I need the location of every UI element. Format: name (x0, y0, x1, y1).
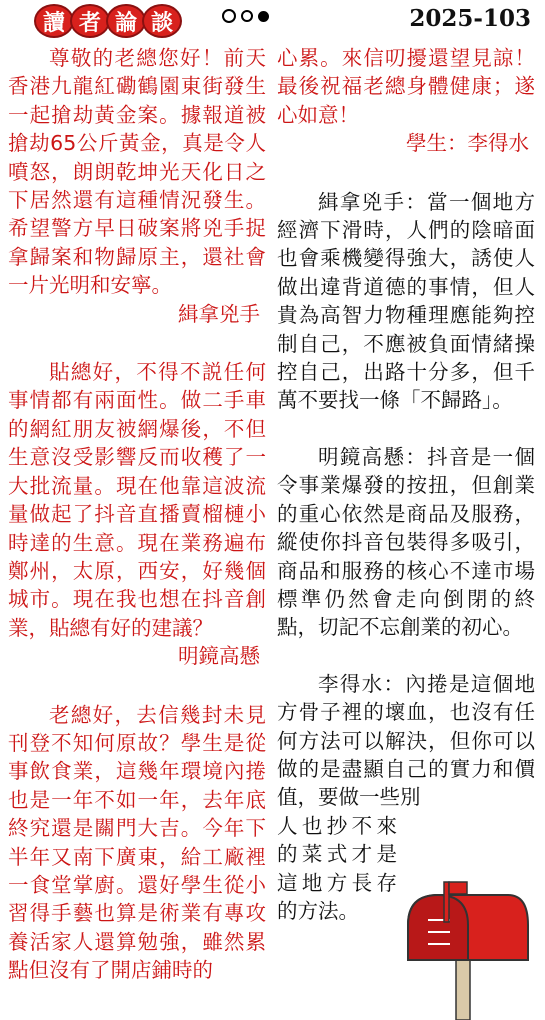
section-title (34, 4, 178, 38)
reader-letter-1: 尊敬的老總您好！前天香港九龍紅磡鶴園東街發生一起搶劫黃金案。據報道被搶劫65公斤黃金，真是令人噴怒，朗朗乾坤光天化日之下居然還有這種情況發生。希望警方早日破案將兇手捉拿歸案和物歸原主，還社會一片光明和安寧。 (8, 46, 266, 298)
letter-3-signature: 學生：李得水 (406, 131, 529, 156)
reader-letter-3: 老總好，去信幾封未見刊登不知何原故？學生是從事飲食業，這幾年環境內捲也是一年不如一年，去年底終究還是關門大吉。今年下半年又南下廣東，給工廠裡一食堂掌廚。還好學生從小習得手藝也算是術業有專攻養活家人還算勉強，雖然累點但沒有了開店鋪時的 (8, 702, 266, 983)
title-char-2: 者 (70, 4, 110, 38)
letter-1-signature: 緝拿兇手 (178, 301, 260, 326)
editor-reply-3: 李得水：內捲是這個地方骨子裡的壞血，也沒有任何方法可以解決，但你可以做的是盡顯自己的實力和價值，要做一些別 (277, 671, 535, 810)
letter-2-signature: 明鏡高懸 (178, 644, 260, 669)
mailbox-icon (398, 880, 538, 1020)
page-header (0, 0, 545, 42)
issue-number: 2025-103 (409, 5, 531, 32)
decorative-dots (222, 9, 274, 23)
editor-reply-1: 緝拿兇手：當一個地方經濟下滑時，人們的陰暗面也會乘機變得強大，誘使人做出違背道德的事情，但人貴為高智力物種理應能夠控制自己，不應被負面情緒操控自己，出路十分多，但千萬不要找一條「不歸路」。 (277, 189, 535, 413)
editor-reply-3-end: 人也抄不來的菜式才是這地方長存的方法。 (277, 813, 397, 923)
right-column (277, 44, 535, 925)
circle-icon (241, 10, 253, 22)
reader-letter-2: 貼總好，不得不説任何事情都有兩面性。做二手車的網紅朋友被網爆後，不但生意沒受影響反而收穫了一大批流量。現在他靠這波流量做起了抖音直播賣榴槤小時達的生意。現在業務遍布鄭州，太原，西安，好幾個城市。現在我也想在抖音創業，貼總有好的建議？ (8, 360, 266, 640)
title-char-3: 論 (106, 4, 146, 38)
filled-circle-icon (258, 11, 269, 22)
left-column (8, 44, 266, 985)
title-char-4: 談 (142, 4, 182, 38)
reader-letter-3-continued: 心累。來信叨擾還望見諒！最後祝福老總身體健康；遂心如意！ (277, 46, 535, 127)
editor-reply-2: 明鏡高懸：抖音是一個令事業爆發的按扭，但創業的重心依然是商品及服務，縱使你抖音包裝得多吸引，商品和服務的核心不達市場標準仍然會走向倒閉的終點，切記不忘創業的初心。 (277, 444, 535, 640)
title-char-1: 讀 (34, 4, 74, 38)
circle-icon (222, 9, 236, 23)
